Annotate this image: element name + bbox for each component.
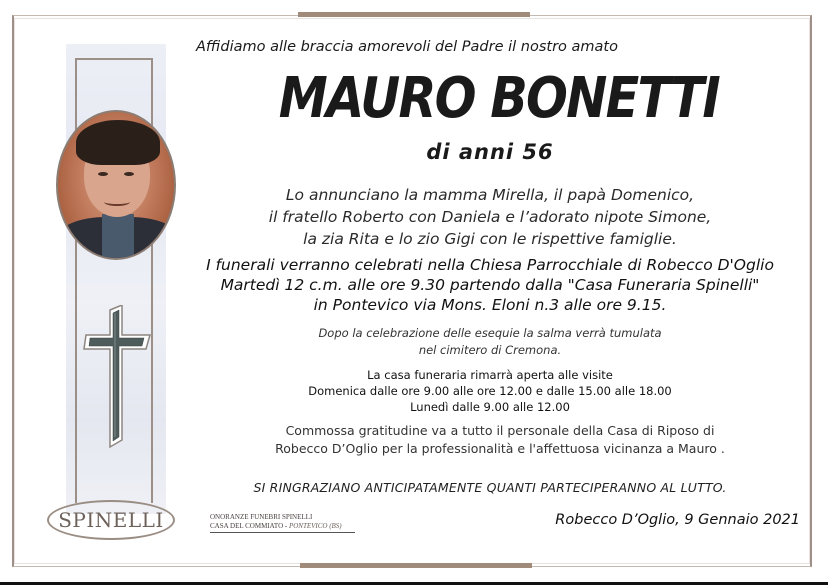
family-line: Lo annunciano la mamma Mirella, il papà Domenico, [285, 186, 695, 204]
deceased-age: di anni 56 [426, 140, 554, 164]
funeral-line: Martedì 12 c.m. alle ore 9.30 partendo dalla "Casa Funeraria Spinelli" [220, 276, 760, 294]
portrait-photo [56, 110, 176, 260]
intro-text: Affidiamo alle braccia amorevoli del Padre il nostro amato [196, 39, 618, 55]
closing-thanks: SI RINGRAZIANO ANTICIPATAMENTE QUANTI PARTECIPERANNO AL LUTTO. [253, 480, 727, 495]
family-line: la zia Rita e lo zio Gigi con le rispettive famiglie. [303, 230, 677, 248]
agency-address [210, 522, 355, 533]
place-and-date: Robecco D’Oglio, 9 Gennaio 2021 [555, 512, 800, 528]
funeral-line: I funerali verranno celebrati nella Chiesa Parrocchiale di Robecco D'Oglio [206, 256, 774, 274]
visits-line: Domenica dalle ore 9.00 alle ore 12.00 e dalle 15.00 alle 18.00 [308, 384, 672, 398]
visiting-hours [280, 367, 700, 415]
family-line: il fratello Roberto con Daniela e l’adorato nipote Simone, [268, 208, 712, 226]
top-accent-bar [298, 12, 530, 17]
thanks-line: Commossa gratitudine va a tutto il personale della Casa di Riposo di [285, 423, 715, 438]
burial-line: nel cimitero di Cremona. [418, 343, 562, 357]
burial-info [280, 325, 700, 359]
bottom-accent-bar [300, 563, 532, 568]
agency-location: PONTEVICO (BS) [288, 522, 342, 530]
visits-line: Lunedì dalle 9.00 alle 12.00 [410, 400, 570, 414]
logo-text: SPINELLI [58, 508, 164, 532]
agency-info [210, 513, 355, 533]
family-announcement [200, 184, 780, 250]
funeral-details [190, 255, 790, 315]
deceased-name: MAURO BONETTI [278, 66, 719, 131]
funeral-line: in Pontevico via Mons. Eloni n.3 alle ore 9.15. [313, 296, 667, 314]
cross-icon [82, 305, 152, 454]
visits-line: La casa funeraria rimarrà aperta alle visite [367, 368, 613, 382]
thanks-line: Robecco D’Oglio per la professionalità e l'affettuosa vicinanza a Mauro . [275, 441, 725, 456]
agency-house: CASA DEL COMMIATO - [210, 522, 289, 530]
agency-name: ONORANZE FUNEBRI SPINELLI [210, 513, 313, 521]
burial-line: Dopo la celebrazione delle esequie la salma verrà tumulata [318, 326, 662, 340]
spinelli-logo [47, 500, 175, 540]
gratitude-note [230, 422, 770, 458]
